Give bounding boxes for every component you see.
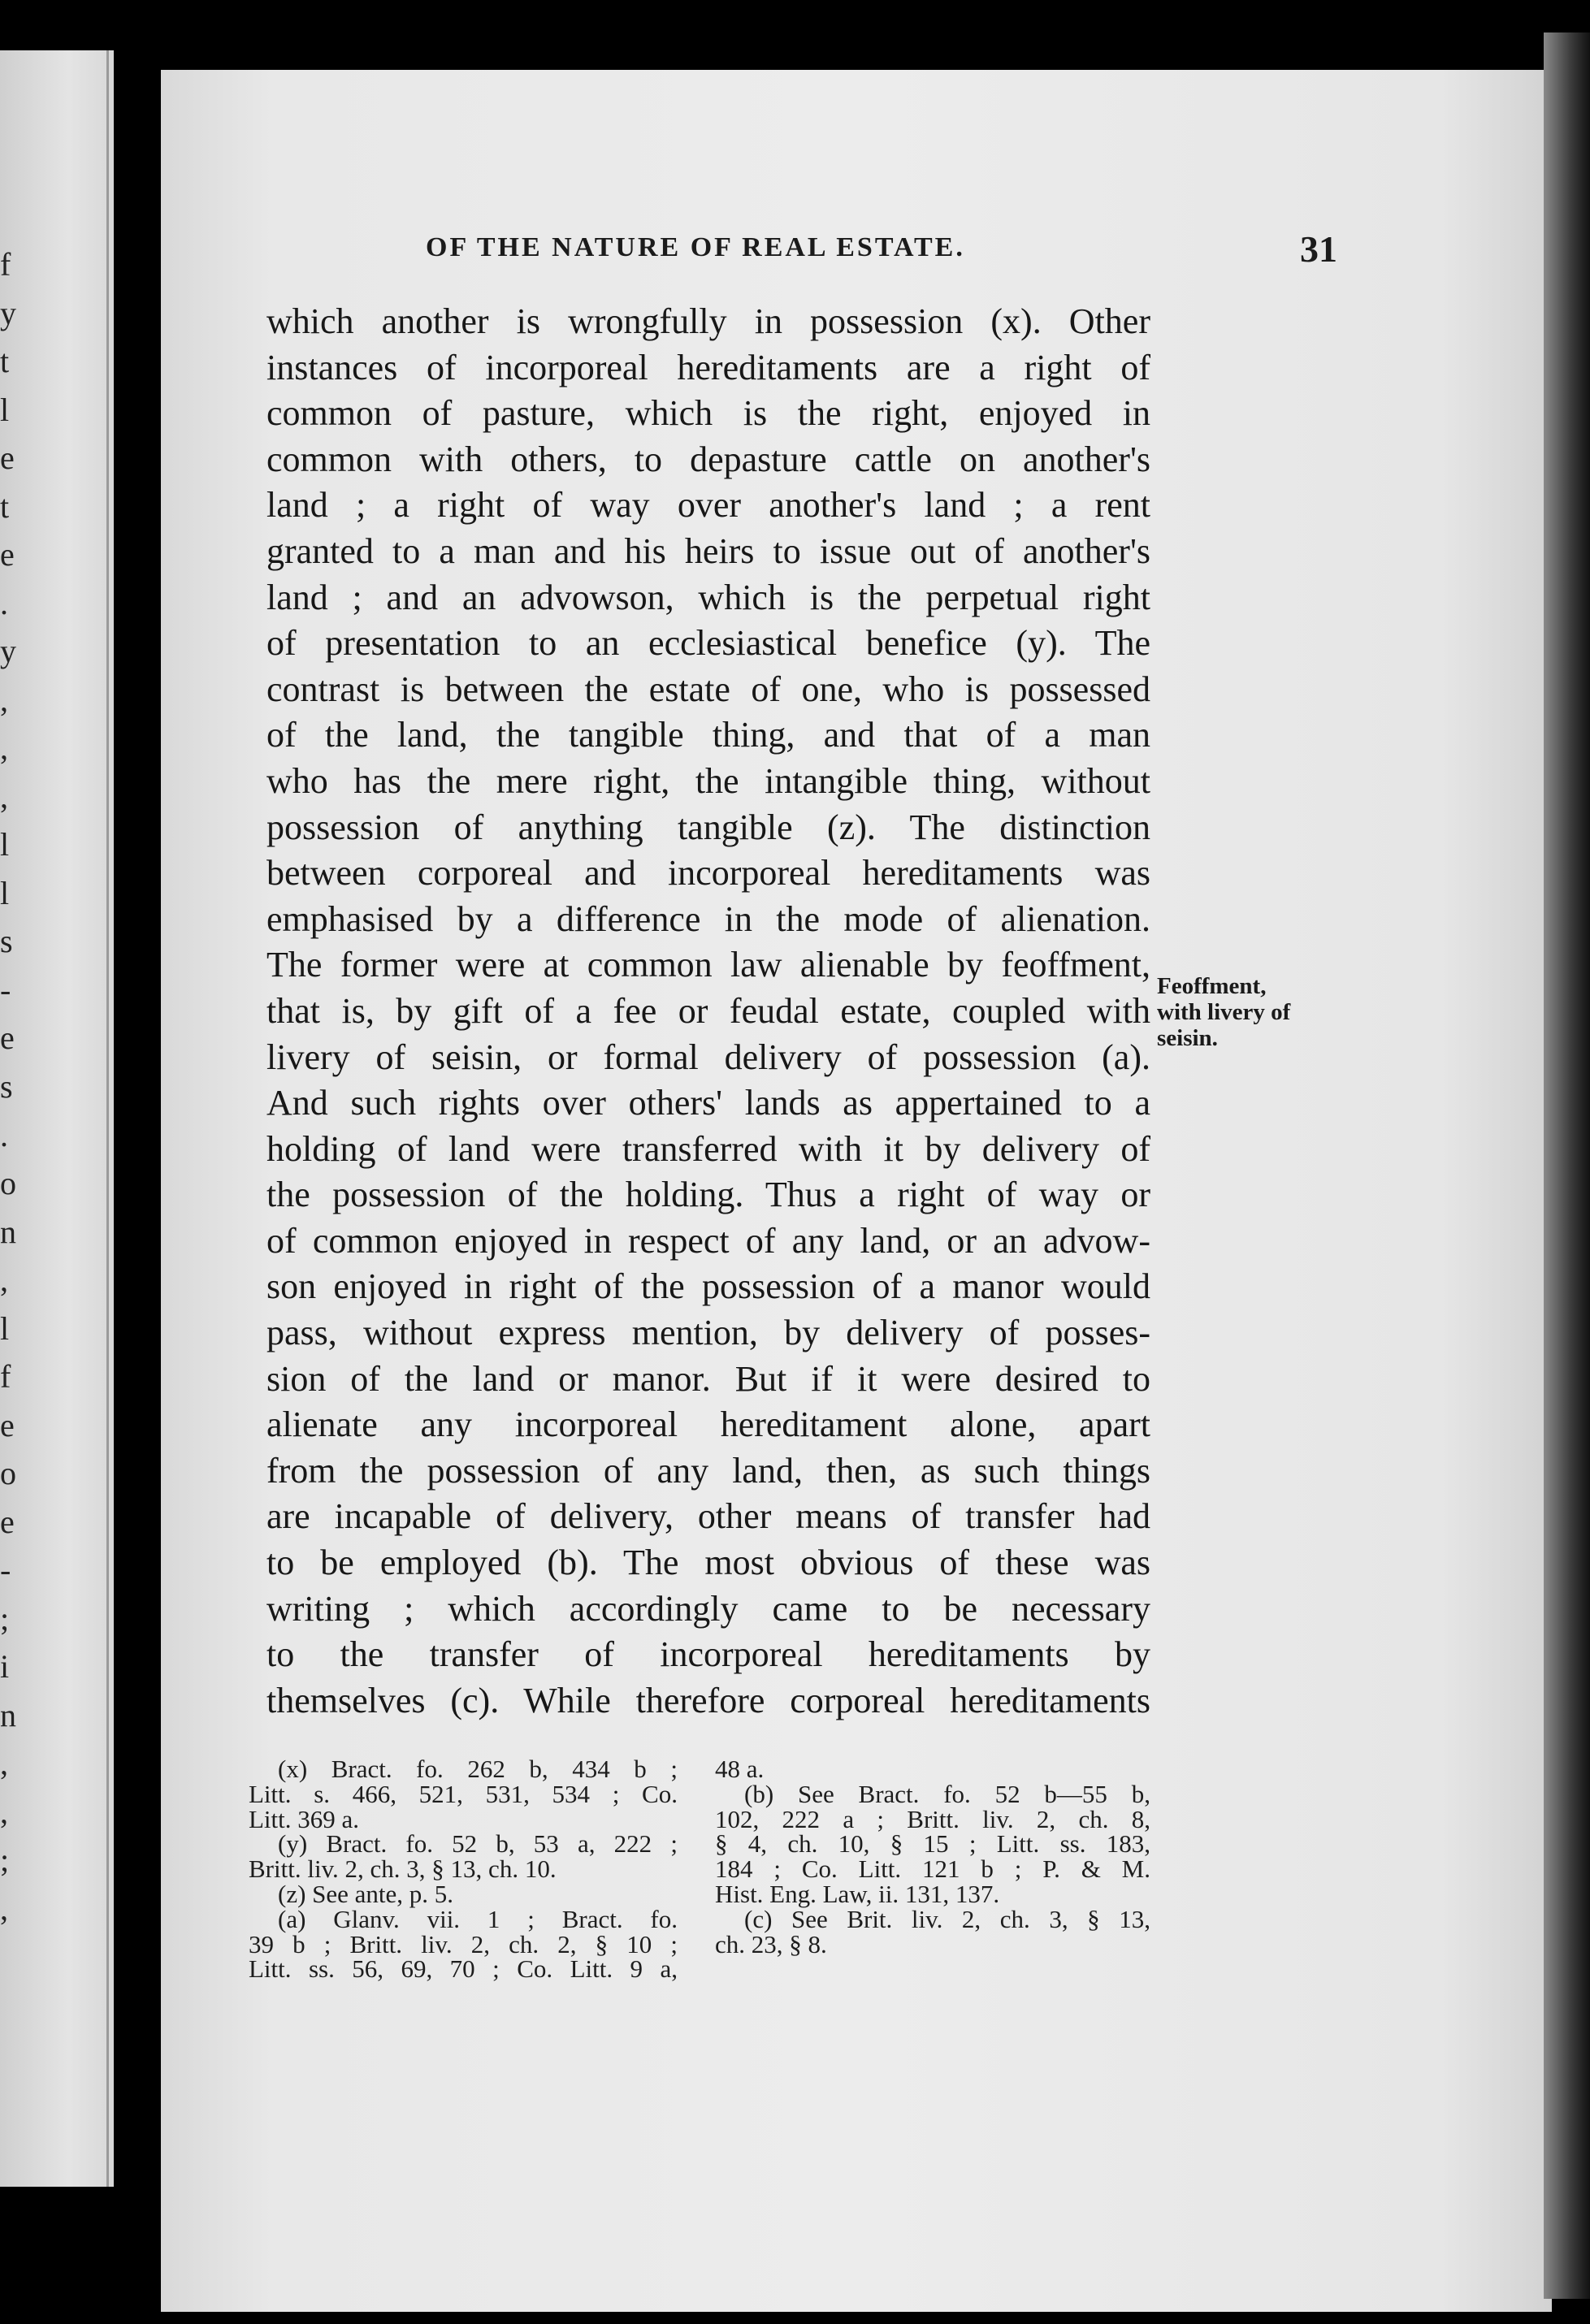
previous-page-edge	[0, 50, 114, 2187]
previous-page-fragment: .	[0, 1116, 8, 1153]
body-line: possession of anything tangible (z). The distinction	[266, 807, 1150, 847]
previous-page-fragment: ;	[0, 1841, 10, 1879]
previous-page-fragment: o	[0, 1165, 16, 1202]
margin-note-line: seisin.	[1157, 1025, 1218, 1051]
body-line: land ; and an advowson, which is the perpetual right	[266, 577, 1150, 617]
footnote-line: Litt. ss. 56, 69, 70 ; Co. Litt. 9 a,	[249, 1954, 678, 1984]
body-line: of the land, the tangible thing, and that of a man	[266, 715, 1150, 755]
body-line: from the possession of any land, then, as such things	[266, 1450, 1150, 1491]
previous-page-fragment: .	[0, 584, 8, 621]
body-line: sion of the land or manor. But if it were desired to	[266, 1358, 1150, 1399]
previous-page-fragment: s	[0, 923, 13, 960]
margin-note	[1157, 973, 1336, 1051]
previous-page-fragment: ,	[0, 777, 8, 815]
previous-page-fragment: e	[0, 1503, 15, 1540]
previous-page-fragment: i	[0, 1648, 10, 1686]
body-line: themselves (c). While therefore corporeal hereditaments	[266, 1680, 1150, 1720]
body-text	[266, 299, 1150, 1724]
page-fold-line	[106, 50, 109, 2187]
body-line: of presentation to an ecclesiastical benefice (y). The	[266, 623, 1150, 664]
footnote-line: Litt. s. 466, 521, 531, 534 ; Co.	[249, 1779, 678, 1808]
previous-page-fragment: e	[0, 536, 15, 573]
previous-page-fragment: ,	[0, 681, 8, 718]
body-line: to the transfer of incorporeal hereditaments by	[266, 1634, 1150, 1675]
body-line: who has the mere right, the intangible thing, without	[266, 760, 1150, 801]
footnote-line: 102, 222 a ; Britt. liv. 2, ch. 8,	[715, 1804, 1150, 1833]
footnote-line: (y) Bract. fo. 52 b, 53 a, 222 ;	[278, 1829, 678, 1859]
margin-note-line: Feoffment,	[1157, 973, 1267, 999]
body-line: emphasised by a difference in the mode of alienation.	[266, 898, 1150, 939]
body-line: And such rights over others' lands as appertained to a	[266, 1083, 1150, 1123]
page-edge-shadow	[1544, 32, 1590, 2299]
previous-page-fragment: l	[0, 1309, 10, 1347]
footnote-line: 39 b ; Britt. liv. 2, ch. 2, § 10 ;	[249, 1929, 678, 1958]
previous-page-fragment: f	[0, 1358, 11, 1396]
margin-note-line: with livery of	[1157, 999, 1291, 1025]
footnote-line: 184 ; Co. Litt. 121 b ; P. & M.	[715, 1854, 1150, 1884]
previous-page-fragment: s	[0, 1068, 13, 1105]
body-line: common with others, to depasture cattle on another's	[266, 439, 1150, 479]
footnote-line: Litt. 369 a.	[249, 1804, 360, 1833]
previous-page-fragment: e	[0, 1406, 15, 1443]
page-number: 31	[1300, 228, 1337, 270]
footnotes-left-column	[249, 1757, 678, 1982]
footnote-line: Hist. Eng. Law, ii. 131, 137.	[715, 1879, 1000, 1908]
previous-page-fragment: l	[0, 826, 10, 863]
previous-page-fragment: ,	[0, 1745, 8, 1782]
body-line: are incapable of delivery, other means of transfer had	[266, 1496, 1150, 1537]
body-line: The former were at common law alienable by feoffment,	[266, 945, 1150, 985]
body-line: to be employed (b). The most obvious of these was	[266, 1543, 1150, 1583]
footnote-line: (c) See Brit. liv. 2, ch. 3, § 13,	[744, 1904, 1150, 1933]
body-line: of common enjoyed in respect of any land, or an advow-	[266, 1220, 1150, 1261]
body-line: common of pasture, which is the right, enjoyed in	[266, 393, 1150, 434]
body-line: instances of incorporeal hereditaments are a right of	[266, 347, 1150, 387]
body-line: contrast is between the estate of one, who is possessed	[266, 669, 1150, 709]
previous-page-fragment: o	[0, 1455, 16, 1492]
footnotes-right-column	[715, 1757, 1150, 1957]
body-line: writing ; which accordingly came to be necessary	[266, 1588, 1150, 1629]
footnote-line: (z) See ante, p. 5.	[278, 1879, 454, 1908]
previous-page-fragment: ,	[0, 1793, 8, 1830]
previous-page-fragment: ,	[0, 1262, 8, 1299]
body-line: the possession of the holding. Thus a right of way or	[266, 1175, 1150, 1215]
previous-page-fragment: e	[0, 1019, 15, 1057]
body-line: between corporeal and incorporeal hereditaments was	[266, 853, 1150, 894]
body-line: son enjoyed in right of the possession of a manor would	[266, 1266, 1150, 1307]
footnote-line: 48 a.	[715, 1755, 765, 1783]
footnote-line: ch. 23, § 8.	[715, 1929, 827, 1958]
previous-page-fragment: f	[0, 246, 11, 283]
footnote-line: § 4, ch. 10, § 15 ; Litt. ss. 183,	[715, 1829, 1150, 1859]
footnote-line: (a) Glanv. vii. 1 ; Bract. fo.	[278, 1904, 678, 1933]
previous-page-fragment: y	[0, 633, 16, 670]
previous-page-fragment: e	[0, 439, 15, 477]
body-line: pass, without express mention, by delivery of posses-	[266, 1313, 1150, 1353]
previous-page-fragment: ;	[0, 1599, 10, 1637]
previous-page-fragment: l	[0, 874, 10, 911]
footnote-line: Britt. liv. 2, ch. 3, § 13, ch. 10.	[249, 1854, 557, 1884]
body-line: holding of land were transferred with it by delivery of	[266, 1128, 1150, 1169]
previous-page-fragment: n	[0, 1213, 16, 1250]
previous-page-fragment: -	[0, 1551, 11, 1589]
previous-page-fragment: -	[0, 971, 11, 1008]
previous-page-fragment: y	[0, 294, 16, 331]
body-line: alienate any incorporeal hereditament alone, apart	[266, 1404, 1150, 1445]
previous-page-fragment: t	[0, 343, 10, 380]
body-line: that is, by gift of a fee or feudal estate, coupled with	[266, 990, 1150, 1031]
body-line: livery of seisin, or formal delivery of possession (a).	[266, 1036, 1150, 1077]
footnote-line: (x) Bract. fo. 262 b, 434 b ;	[278, 1755, 678, 1783]
previous-page-fragment: ,	[0, 1890, 8, 1927]
previous-page-fragment: l	[0, 391, 10, 428]
body-line: land ; a right of way over another's land ; a rent	[266, 485, 1150, 526]
previous-page-fragment: t	[0, 487, 10, 525]
body-line: which another is wrongfully in possession (x). Other	[266, 301, 1150, 341]
footnote-line: (b) See Bract. fo. 52 b—55 b,	[744, 1779, 1150, 1808]
body-line: granted to a man and his heirs to issue out of another's	[266, 530, 1150, 571]
previous-page-fragment: n	[0, 1696, 16, 1733]
previous-page-fragment: ,	[0, 729, 8, 767]
running-title: OF THE NATURE OF REAL ESTATE.	[426, 232, 965, 262]
